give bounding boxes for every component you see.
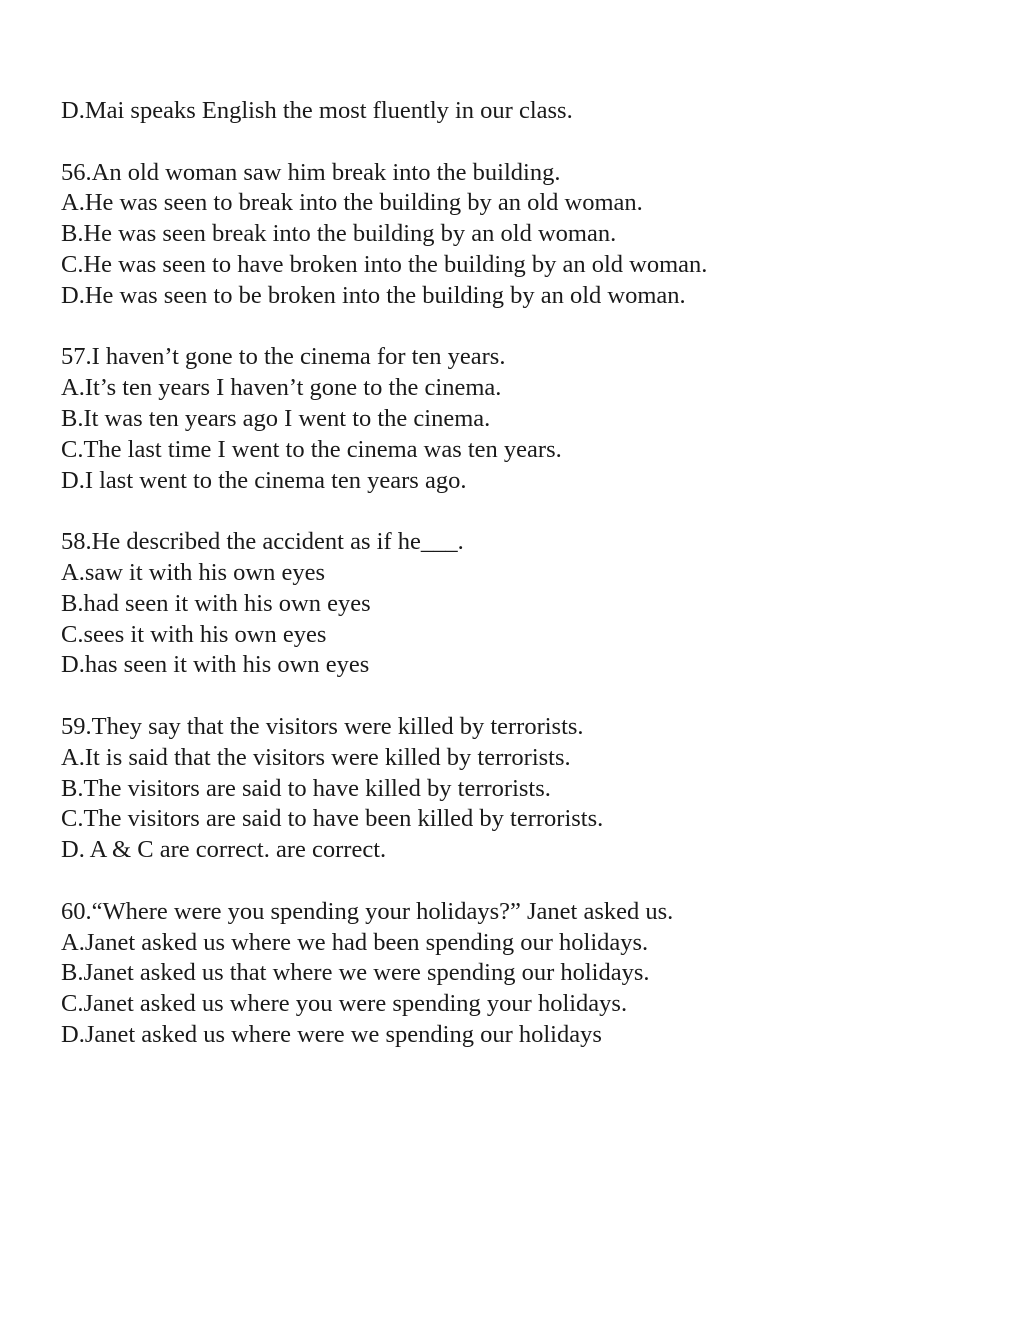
document-page: [61, 96, 991, 1051]
question-stem: 60.“Where were you spending your holidays?” Janet asked us.: [61, 897, 674, 925]
option-b: B.He was seen break into the building by an old woman.: [61, 220, 617, 248]
option-b: B.It was ten years ago I went to the cinema.: [61, 404, 491, 432]
question-57: [61, 342, 991, 496]
option-a: A.It is said that the visitors were killed by terrorists.: [61, 743, 571, 771]
question-stem: 58.He described the accident as if he___.: [61, 528, 464, 556]
question-stem: 59.They say that the visitors were killed by terrorists.: [61, 712, 584, 740]
spacer: [61, 681, 991, 712]
option-d: D.I last went to the cinema ten years ago.: [61, 466, 467, 494]
option-c: C.He was seen to have broken into the building by an old woman.: [61, 250, 708, 278]
option-a: A.It’s ten years I haven’t gone to the cinema.: [61, 374, 502, 402]
option-d: D.Janet asked us where were we spending our holidays: [61, 1020, 602, 1048]
option-d: D. A & C are correct. are correct.: [61, 836, 387, 864]
option-b: B.The visitors are said to have killed by terrorists.: [61, 774, 551, 802]
option-a: A.saw it with his own eyes: [61, 558, 326, 586]
option-c: C.Janet asked us where you were spending your holidays.: [61, 990, 628, 1018]
question-59: [61, 712, 991, 866]
spacer: [61, 496, 991, 527]
option-c: C.The last time I went to the cinema was ten years.: [61, 435, 562, 463]
option-d: D.He was seen to be broken into the building by an old woman.: [61, 281, 686, 309]
question-58: [61, 527, 991, 681]
option-d: D.has seen it with his own eyes: [61, 651, 370, 679]
option-a: A.He was seen to break into the building by an old woman.: [61, 189, 643, 217]
option-c: C.sees it with his own eyes: [61, 620, 327, 648]
spacer: [61, 866, 991, 897]
option-b: B.had seen it with his own eyes: [61, 589, 371, 617]
question-60: [61, 897, 991, 1051]
spacer: [61, 127, 991, 158]
lead-option: D.Mai speaks English the most fluently in our class.: [61, 97, 573, 124]
option-c: C.The visitors are said to have been killed by terrorists.: [61, 805, 604, 833]
option-a: A.Janet asked us where we had been spending our holidays.: [61, 928, 649, 956]
question-56: [61, 158, 991, 312]
question-stem: 57.I haven’t gone to the cinema for ten years.: [61, 343, 506, 371]
question-stem: 56.An old woman saw him break into the building.: [61, 158, 561, 186]
spacer: [61, 312, 991, 343]
option-b: B.Janet asked us that where we were spending our holidays.: [61, 959, 650, 987]
